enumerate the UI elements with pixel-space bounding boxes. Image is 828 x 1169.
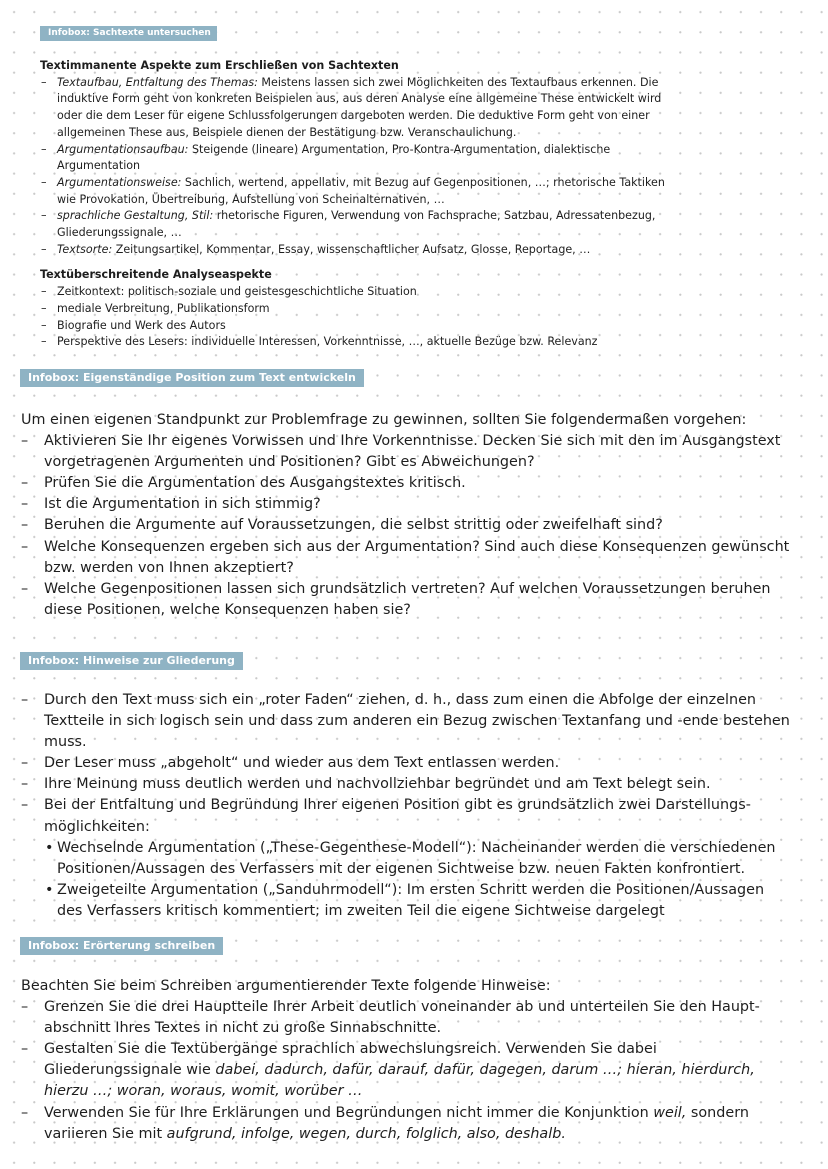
list-item: – Grenzen Sie die drei Hauptteile Ihrer Arbeit deutlich voneinander ab und unterteilen Sie den Hauptabschnitt Ihres Textes in nicht zu große Sinnabschnitte. [21,997,791,1039]
model-list [44,838,791,922]
infobox-content [21,976,791,1145]
list-item: – Bei der Entfaltung und Begründung Ihrer eigenen Position gibt es grundsätzlich zwei Darstellungsmöglichkeiten: • Wechselnde Argumentation („These-Gegenthese-Modell“): Nacheinander werden die verschiedenen Positionen/Aussagen des Verfassers mit der eigenen Sichtweise bzw. neuen Fakten konfrontiert. • Zweigeteilte Argumentation („Sanduhrmodell“): Im ersten Schritt werden die Positionen/Aussagen des Verfassers kritisch kommentiert; im zweiten Teil die eigene Sichtweise dargelegt [21,795,791,922]
step-list [21,431,791,621]
list-item: • Wechselnde Argumentation („These-Gegenthese-Modell“): Nacheinander werden die verschiedenen Positionen/Aussagen des Verfassers mit der eigenen Sichtweise bzw. neuen Fakten konfrontiert. [44,838,791,880]
hint-list [21,690,791,922]
list-item: – mediale Verbreitung, Publikationsform [40,301,680,318]
infobox-label: Infobox: Sachtexte untersuchen [40,26,217,41]
list-item: – Perspektive des Lesers: individuelle Interessen, Vorkenntnisse, …, aktuelle Bezüge bzw. Relevanz [40,334,680,351]
list-item: – Prüfen Sie die Argumentation des Ausgangstextes kritisch. [21,473,791,494]
infobox-label: Infobox: Hinweise zur Gliederung [20,652,243,670]
list-item: – Welche Gegenpositionen lassen sich grundsätzlich vertreten? Auf welchen Voraussetzungen beruhen diese Positionen, welche Konsequenzen haben sie? [21,579,791,621]
list-item: – Durch den Text muss sich ein „roter Faden“ ziehen, d. h., dass zum einen die Abfolge der einzelnen Textteile in sich logisch sein und dass zum anderen ein Bezug zwischen Textanfang und -ende bestehen muss. [21,690,791,753]
list-item: – Beruhen die Argumente auf Voraussetzungen, die selbst strittig oder zweifelhaft sind? [21,515,791,536]
list-item: – Argumentationsweise: Sachlich, wertend, appellativ, mit Bezug auf Gegenpositionen, …; rhetorische Taktiken wie Provokation, Übertreibung, Aufstellung von Scheinalternativen, … [40,175,680,208]
list-item: – Ist die Argumentation in sich stimmig? [21,494,791,515]
infobox-content [21,690,791,922]
list-item: – Der Leser muss „abgeholt“ und wieder aus dem Text entlassen werden. [21,753,791,774]
hint-list [21,997,791,1145]
infobox-label: Infobox: Erörterung schreiben [20,937,223,955]
aspect-list [40,75,680,259]
list-item: – Textaufbau, Entfaltung des Themas: Meistens lassen sich zwei Möglichkeiten des Textaufbaus erkennen. Die induktive Form geht von konkreten Beispielen aus, aus deren Analyse eine allgemeine These entwickelt wird oder die dem Leser für eigene Schlussfolgerungen dargeboten werden. Die deduktive Form geht von einer allgemeinen These aus, Beispiele dienen der Bestätigung bzw. Veranschaulichung. [40,75,680,142]
list-item: – Biografie und Werk des Autors [40,318,680,335]
list-item: – Verwenden Sie für Ihre Erklärungen und Begründungen nicht immer die Konjunktion weil, sondern variieren Sie mit aufgrund, infolge, wegen, durch, folglich, also, deshalb. [21,1103,791,1145]
infobox-label: Infobox: Eigenständige Position zum Text entwickeln [20,369,364,387]
list-item: • Zweigeteilte Argumentation („Sanduhrmodell“): Im ersten Schritt werden die Positionen/Aussagen des Verfassers kritisch kommentiert; im zweiten Teil die eigene Sichtweise dargelegt [44,880,791,922]
list-item: – Argumentationsaufbau: Steigende (lineare) Argumentation, Pro-Kontra-Argumentation, dialektische Argumentation [40,142,680,175]
list-item: – Zeitkontext: politisch-soziale und geistesgeschichtliche Situation [40,284,680,301]
intro-text: Um einen eigenen Standpunkt zur Problemfrage zu gewinnen, sollten Sie folgendermaßen vorgehen: [21,412,747,428]
list-item: – Textsorte: Zeitungsartikel, Kommentar, Essay, wissenschaftlicher Aufsatz, Glosse, Reportage, … [40,242,680,259]
aspect-list [40,284,680,351]
intro-text: Beachten Sie beim Schreiben argumentierender Texte folgende Hinweise: [21,978,551,994]
list-item: – sprachliche Gestaltung, Stil: rhetorische Figuren, Verwendung von Fachsprache, Satzbau, Adressatenbezug, Gliederungssignale, … [40,208,680,241]
subheading: Textimmanente Aspekte zum Erschließen von Sachtexten [40,59,399,72]
list-item: – Aktivieren Sie Ihr eigenes Vorwissen und Ihre Vorkenntnisse. Decken Sie sich mit den im Ausgangstext vorgetragenen Argumenten und Positionen? Gibt es Abweichungen? [21,431,791,473]
list-item: – Gestalten Sie die Textübergänge sprachlich abwechslungsreich. Verwenden Sie dabei Gliederungssignale wie dabei, dadurch, dafür, darauf, dafür, dagegen, darum …; hieran, hierdurch, hierzu …; woran, woraus, womit, worüber … [21,1039,791,1102]
infobox-content [40,58,680,351]
subheading: Textüberschreitende Analyseaspekte [40,268,272,282]
infobox-content [21,410,791,621]
list-item: – Ihre Meinung muss deutlich werden und nachvollziehbar begründet und am Text belegt sein. [21,774,791,795]
list-item: – Welche Konsequenzen ergeben sich aus der Argumentation? Sind auch diese Konsequenzen gewünscht bzw. werden von Ihnen akzeptiert? [21,537,791,579]
